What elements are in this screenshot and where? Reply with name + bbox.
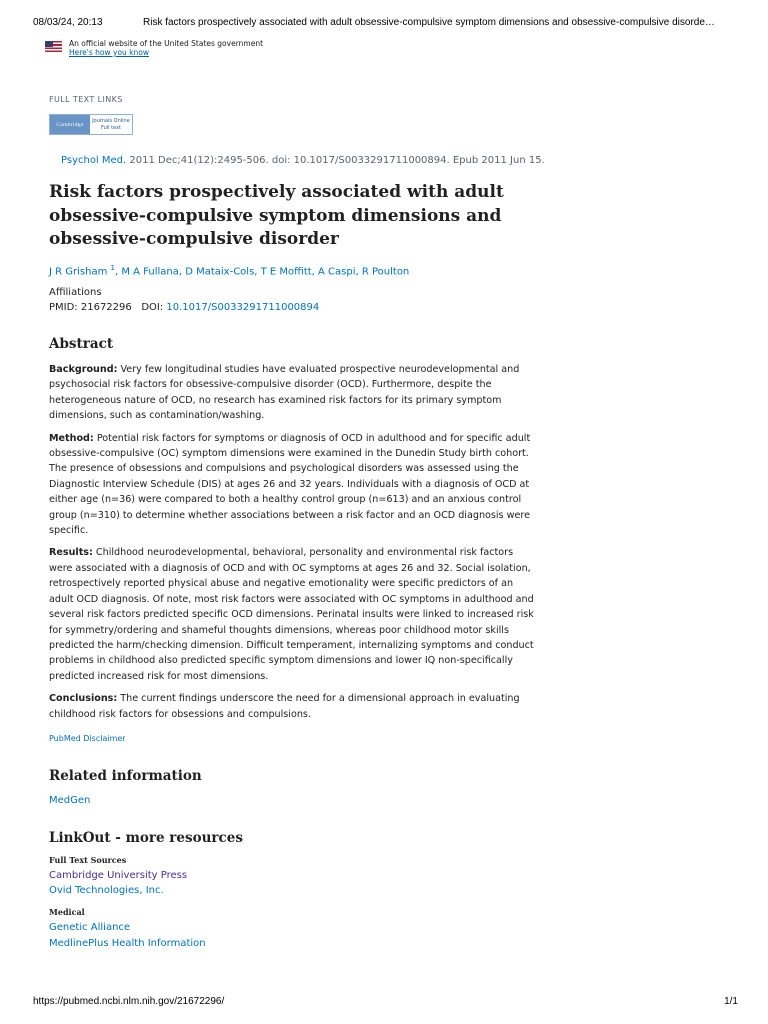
citation [61, 155, 545, 166]
print-page-title: Risk factors prospectively associated with adult obsessive-compulsive symptom dimensions and obsessive-compulsive disorde… [143, 17, 715, 28]
abstract-method [49, 431, 539, 539]
medical-label: Medical [49, 907, 85, 917]
print-datetime: 08/03/24, 20:13 [33, 17, 103, 28]
print-page-number: 1/1 [724, 996, 738, 1007]
full-text-links-label: FULL TEXT LINKS [49, 95, 123, 104]
cambridge-logo-caption [90, 115, 132, 134]
journal-link[interactable]: Psychol Med. [61, 155, 127, 166]
method-text: Potential risk factors for symptoms or diagnosis of OCD in adulthood and for specific adult obsessive-compulsive (OC) symptom dimensions were examined in the Dunedin Study birth cohort. The presence of obsessions and compulsions and psychological disorders was assessed using the Diagnostic Interview Schedule (DIS) at ages 26 and 32 years. Individuals with a diagnosis of OCD at either age (n=36) were compared to both a healthy control group (n=613) and an anxious control group (n=310) to determine whether associations between a risk factor and an OCD diagnosis were specific. [49, 432, 531, 537]
cambridge-caption-line2: Full text [100, 124, 121, 131]
results-label: Results: [49, 547, 93, 559]
pubmed-disclaimer-link[interactable]: PubMed Disclaimer [49, 734, 126, 743]
citation-details: 2011 Dec;41(12):2495-506. doi: 10.1017/S0033291711000894. Epub 2011 Jun 15. [126, 155, 545, 166]
print-footer [33, 996, 738, 1007]
cambridge-logo: Cambridge [50, 115, 90, 134]
pmid: PMID: 21672296 [49, 302, 132, 313]
author-link[interactable]: J R Grisham [49, 266, 108, 278]
background-label: Background: [49, 364, 118, 375]
medgen-link[interactable]: MedGen [49, 795, 91, 806]
background-text: Very few longitudinal studies have evaluated prospective neurodevelopmental and psychosocial risk factors for obsessive-compulsive disorder (OCD). Furthermore, despite the heterogeneous nature of OCD, no research has examined risk factors for its primary symptom dimensions, such as contamination/washing. [49, 364, 520, 422]
genetic-alliance-link[interactable]: Genetic Alliance [49, 922, 131, 933]
affiliation-ref[interactable]: 1 [110, 264, 115, 272]
conclusions-label: Conclusions: [49, 693, 118, 705]
cambridge-full-text-button[interactable] [49, 114, 133, 135]
gov-banner-text: An official website of the United States government [69, 39, 264, 48]
ovid-technologies-link[interactable]: Ovid Technologies, Inc. [49, 885, 164, 896]
full-text-sources-label: Full Text Sources [49, 855, 127, 865]
linkout-heading: LinkOut - more resources [49, 830, 243, 846]
article-identifiers [49, 302, 319, 313]
abstract-background [49, 362, 539, 424]
related-information-heading: Related information [49, 768, 202, 784]
abstract-conclusions [49, 691, 539, 722]
affiliations-toggle[interactable]: Affiliations [49, 287, 102, 298]
medlineplus-link[interactable]: MedlinePlus Health Information [49, 938, 206, 949]
us-flag-icon [45, 41, 62, 52]
conclusions-text: The current findings underscore the need for a dimensional approach in evaluating childhood risk factors for obsessions and compulsions. [49, 693, 520, 720]
doi-label: DOI: [141, 302, 164, 313]
print-header [33, 17, 738, 28]
other-authors[interactable]: , M A Fullana, D Mataix-Cols, T E Moffitt, A Caspi, R Poulton [114, 266, 410, 278]
cambridge-caption-line1: Journals Online [92, 117, 130, 124]
cambridge-university-press-link[interactable]: Cambridge University Press [49, 870, 188, 881]
heres-how-you-know-link[interactable]: Here's how you know [69, 48, 149, 57]
doi-link[interactable]: 10.1017/S0033291711000894 [166, 302, 320, 313]
abstract-body [49, 362, 539, 729]
print-url: https://pubmed.ncbi.nlm.nih.gov/21672296/ [33, 996, 225, 1007]
article-title: Risk factors prospectively associated with adult obsessive-compulsive symptom dimensions and obsessive-compulsive disorder [49, 182, 504, 249]
authors-list [49, 264, 409, 277]
abstract-heading: Abstract [49, 336, 114, 352]
method-label: Method: [49, 432, 94, 444]
abstract-results [49, 545, 539, 684]
results-text: Childhood neurodevelopmental, behavioral, personality and environmental risk factors were associated with a diagnosis of OCD and with OC symptoms at ages 26 and 32. Social isolation, retrospectively reported physical abuse and negative emotionality were specific predictors of an adult OCD diagnosis. Of note, most risk factors were associated with OC symptoms in adulthood and several risk factors predicted specific OCD dimensions. Perinatal insults were linked to increased risk for symmetry/ordering and shameful thoughts dimensions, whereas poor childhood motor skills predicted the harm/checking dimension. Difficult temperament, internalizing symptoms and conduct problems in childhood also predicted specific symptom dimensions and lower IQ non-specifically predicted increased risk for most dimensions. [49, 547, 534, 682]
